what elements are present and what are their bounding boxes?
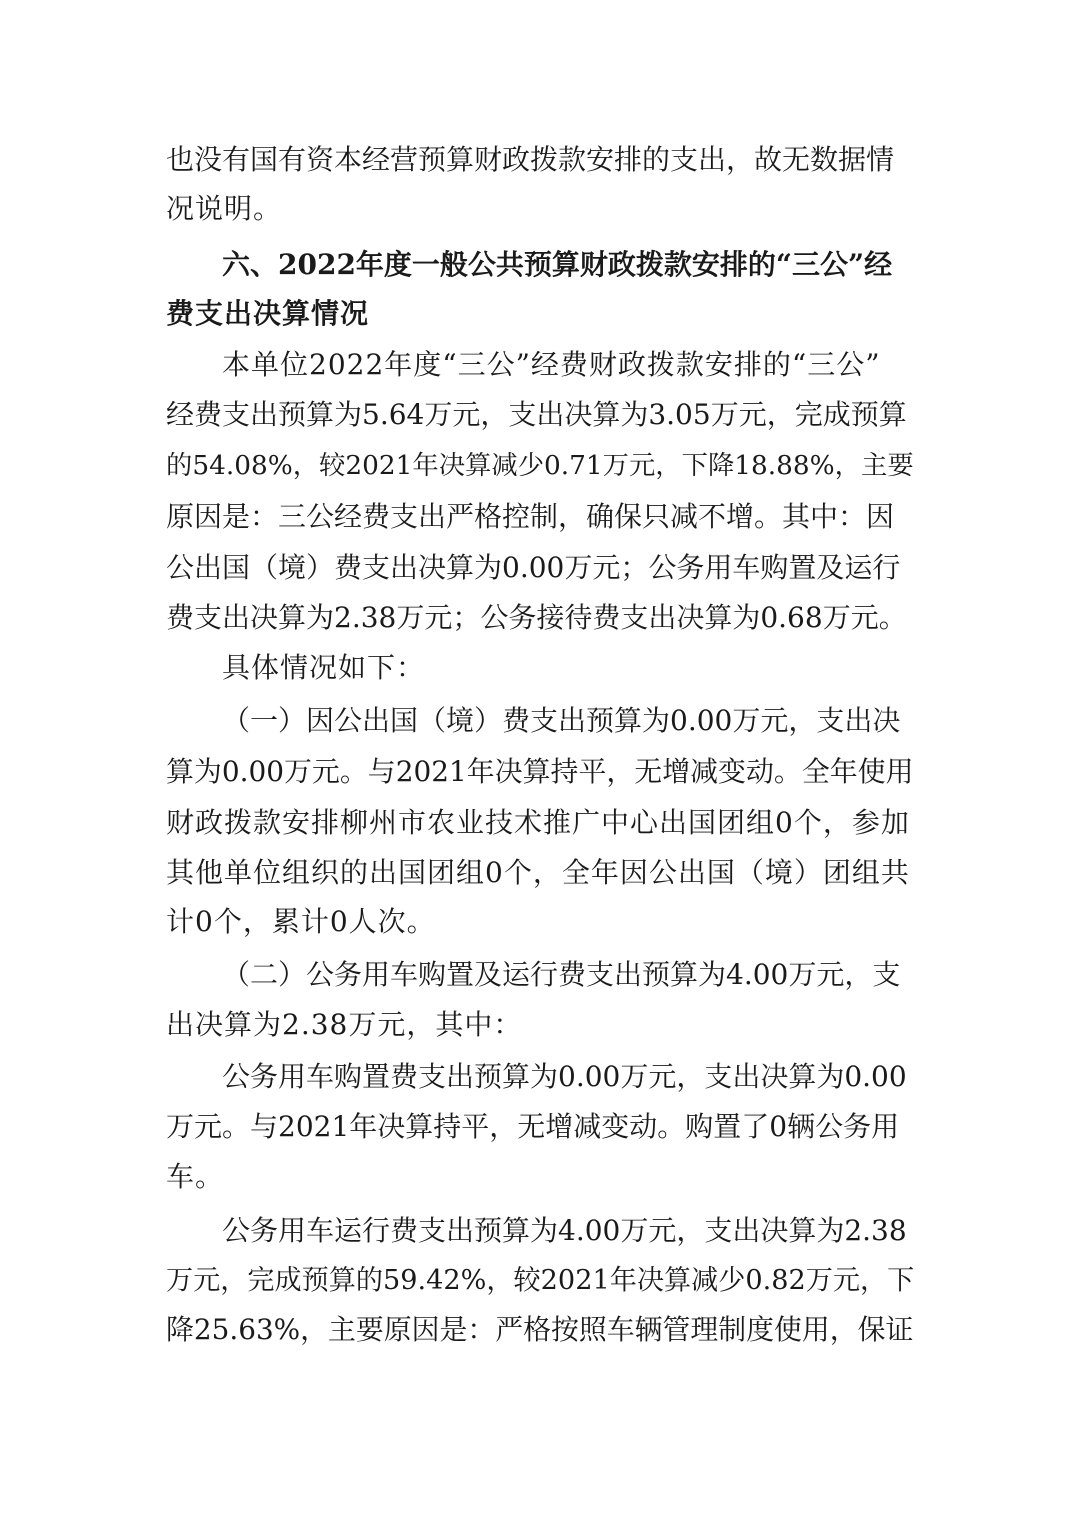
body-text-line: 公务用车购置费支出预算为0.00万元，支出决算为0.00: [222, 1060, 907, 1093]
body-text-line: 费支出决算为2.38万元；公务接待费支出决算为0.68万元。: [166, 601, 907, 634]
body-text-line: （一）因公出国（境）费支出预算为0.00万元，支出决: [222, 704, 901, 737]
body-text-line: 的54.08%，较2021年决算减少0.71万元，下降18.88%，主要: [166, 451, 914, 481]
body-text-line: 财政拨款安排柳州市农业技术推广中心出国团组0个，参加: [166, 806, 910, 839]
body-text-line: 万元。与2021年决算持平，无增减变动。购置了0辆公务用: [166, 1110, 900, 1143]
body-text-line: 本单位2022年度“三公”经费财政拨款安排的“三公”: [222, 348, 881, 381]
body-text-line: 车。: [166, 1160, 225, 1193]
body-text-line: 万元，完成预算的59.42%，较2021年决算减少0.82万元，下: [166, 1265, 915, 1296]
body-text-line: 原因是：三公经费支出严格控制，确保只减不增。其中：因: [166, 500, 895, 533]
body-text-line: 计0个，累计0人次。: [166, 905, 436, 938]
body-text-line: 其他单位组织的出国团组0个，全年因公出国（境）团组共: [166, 856, 910, 889]
body-text-line: 出决算为2.38万元，其中：: [166, 1008, 523, 1041]
body-text-line: 况说明。: [166, 192, 283, 225]
body-text-line: 降25.63%，主要原因是：严格按照车辆管理制度使用，保证: [166, 1313, 914, 1346]
body-text-line: 公务用车运行费支出预算为4.00万元，支出决算为2.38: [222, 1214, 907, 1247]
section-heading: 费支出决算情况: [166, 297, 370, 330]
body-text-line: 也没有国有资本经营预算财政拨款安排的支出，故无数据情: [166, 143, 895, 176]
body-text-line: 算为0.00万元。与2021年决算持平，无增减变动。全年使用: [166, 755, 914, 788]
body-text-line: 经费支出预算为5.64万元，支出决算为3.05万元，完成预算: [166, 398, 907, 431]
body-text-line: 公出国（境）费支出决算为0.00万元；公务用车购置及运行: [166, 551, 901, 584]
section-heading: 六、2022年度一般公共预算财政拨款安排的“三公”经: [222, 248, 893, 281]
body-text-line: （二）公务用车购置及运行费支出预算为4.00万元，支: [222, 958, 901, 991]
body-text-line: 具体情况如下：: [222, 651, 426, 684]
